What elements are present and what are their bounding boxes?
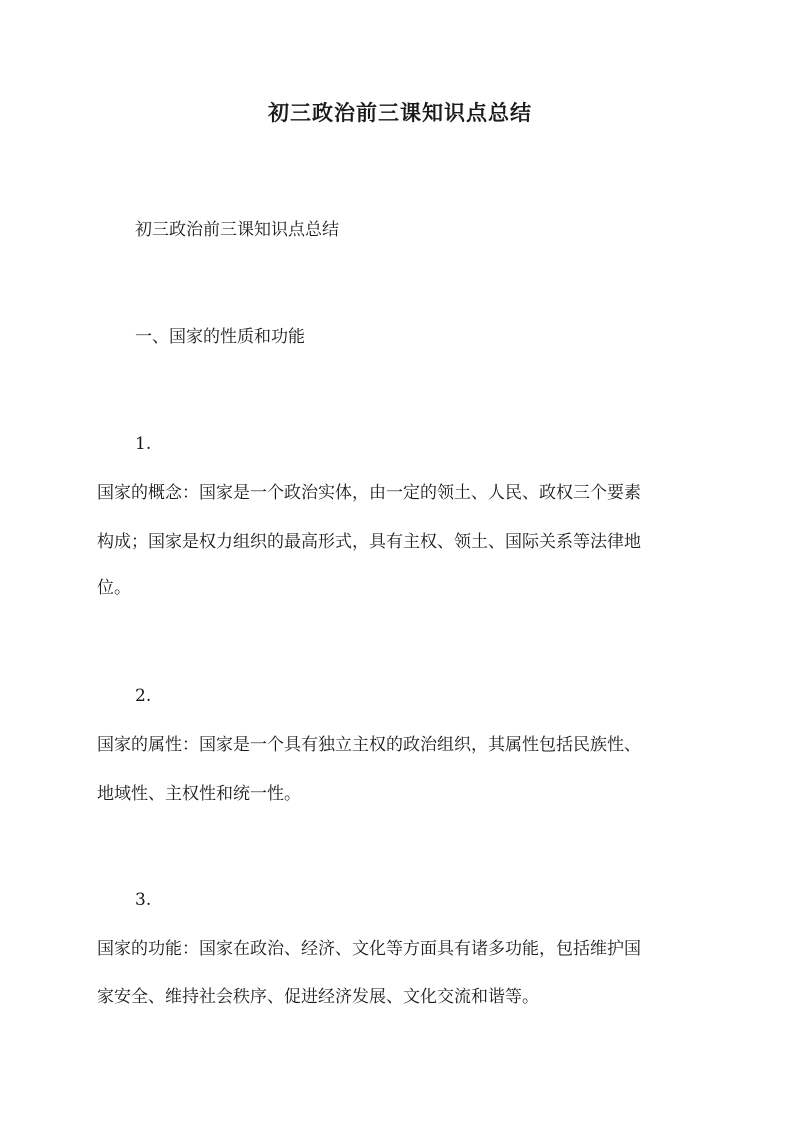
document-title: 初三政治前三课知识点总结 [268,100,532,125]
item-text-line: 国家的属性：国家是一个具有独立主权的政治组织，其属性包括民族性、 [97,735,641,755]
item-number: 1. [135,434,152,454]
item-text-line: 国家的概念：国家是一个政治实体，由一定的领土、人民、政权三个要素 [97,483,641,503]
item-text-line: 地域性、主权性和统一性。 [97,784,301,804]
item-text-line: 构成；国家是权力组织的最高形式，具有主权、领土、国际关系等法律地 [97,532,641,552]
section-heading: 一、国家的性质和功能 [135,327,305,347]
item-text-line: 家安全、维持社会秩序、促进经济发展、文化交流和谐等。 [97,987,539,1007]
item-text-line: 位。 [97,578,131,598]
item-text-line: 国家的功能：国家在政治、经济、文化等方面具有诸多功能，包括维护国 [97,939,641,959]
item-number: 2. [135,686,152,706]
document-subtitle: 初三政治前三课知识点总结 [135,220,339,240]
item-number: 3. [135,890,152,910]
